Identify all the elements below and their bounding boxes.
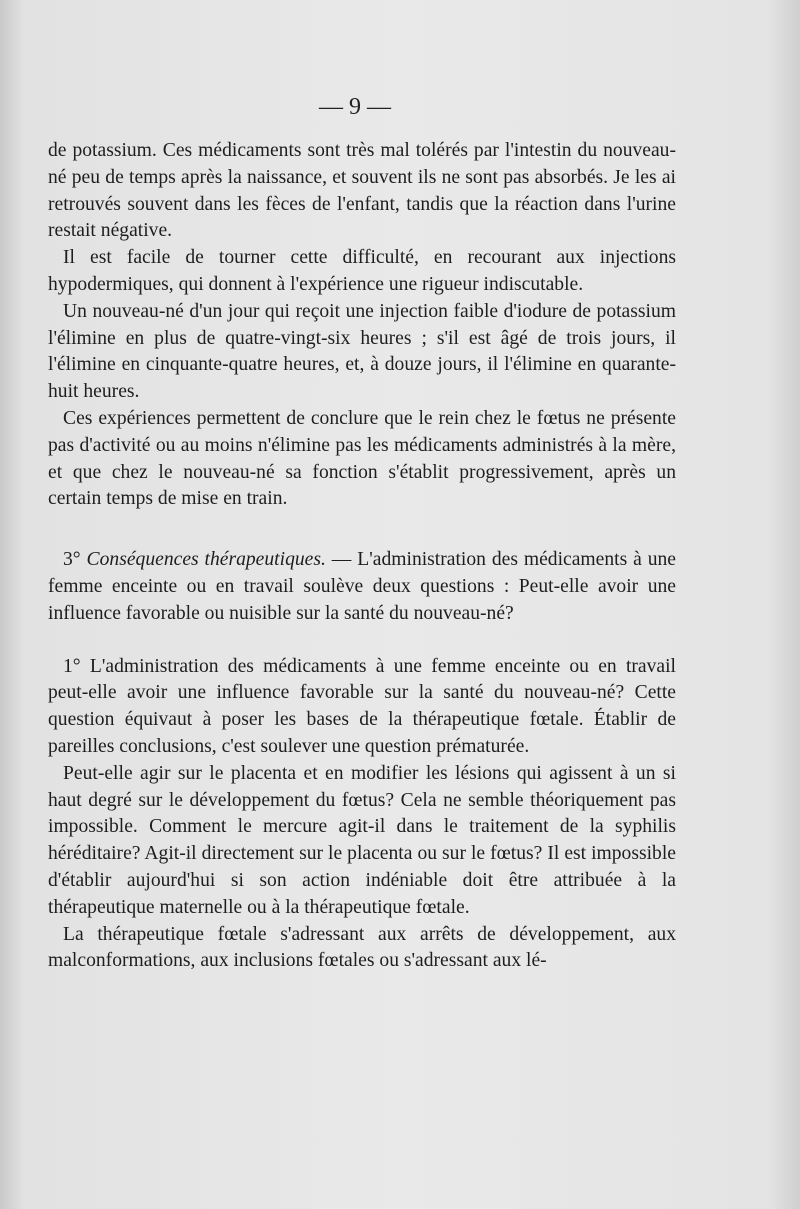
paragraph-continuation: de potassium. Ces médicaments sont très mal tolérés par l'intestin du nouveau-né peu de temps après la naissance, et souvent ils ne sont pas absorbés. Je les ai retrouvés souvent dans les fèces de l'enfant, tandis que la réaction dans l'urine restait négative. [48,140,676,242]
paragraph-fetal-therapy: La thérapeutique fœtale s'adressant aux arrêts de développement, aux malconformations, aux inclusions fœtales ou s'adressant aux lé- [48,923,676,972]
section-text: — L'administration des médicaments à une femme enceinte ou en travail soulève deux questions : Peut-elle avoir une influence favorable ou nuisible sur la santé du nouveau-né? [48,549,677,624]
section-paragraph [48,547,676,627]
paragraph-newborn-elimination: Un nouveau-né d'un jour qui reçoit une injection faible d'iodure de potassium l'élimine en plus de quatre-vingt-six heures ; s'il est âgé de trois jours, il l'élimine en cinquante-quatre heures, et, à douze jours, il l'élimine en quarante-huit heures. [48,300,676,403]
paragraph-conclusion: Ces expériences permettent de conclure que le rein chez le fœtus ne présente pas d'activité ou au moins n'élimine pas les médicaments administrés à la mère, et que chez le nouveau-né sa fonction s'établit progressivement, après un certain temps de mise en train. [48,407,676,510]
body-text [48,138,676,975]
paragraph-placenta: Peut-elle agir sur le placenta et en modifier les lésions qui agissent à un si haut degré sur le développement du fœtus? Cela ne semble théoriquement pas impossible. Comment le mercure agit-il dans le traitement de la syphilis héréditaire? Agit-il directement sur le placenta ou sur le fœtus? Il est impossible d'établir aujourd'hui si son action indéniable doit être attribuée à la thérapeutique maternelle ou à la thérapeutique fœtale. [48,762,676,918]
section-title: Conséquences thérapeutiques. [86,549,326,571]
section-number: 3° [63,549,81,571]
paragraph-first-question: 1° L'administration des médicaments à une femme enceinte ou en travail peut-elle avoir une influence favorable sur la santé du nouveau-né? Cette question équivaut à poser les bases de la thérapeutique fœtale. Établir de pareilles conclusions, c'est soulever une question prématurée. [48,655,676,757]
page-number: — 9 — [319,94,391,120]
paragraph-injections: Il est facile de tourner cette difficulté, en recourant aux injections hypodermiques, qui donnent à l'expérience une rigueur indiscutable. [48,247,676,295]
